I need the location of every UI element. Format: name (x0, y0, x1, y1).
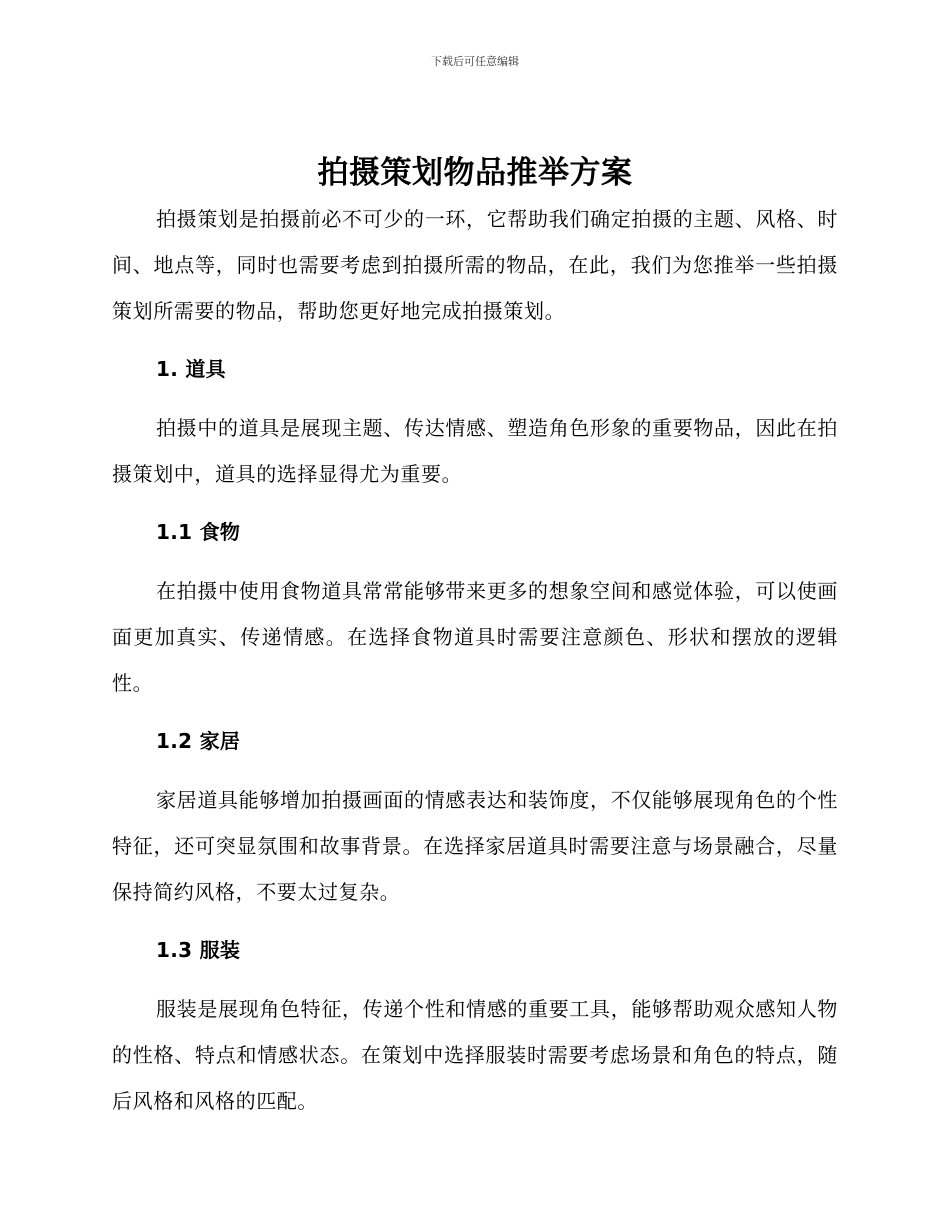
section-body-home: 家居道具能够增加拍摄画面的情感表达和装饰度，不仅能够展现角色的个性特征，还可突显氛围和故事背景。在选择家居道具时需要注意与场景融合，尽量保持简约风格，不要太过复杂。 (112, 788, 838, 904)
section-body-clothing: 服装是展现角色特征，传递个性和情感的重要工具，能够帮助观众感知人物的性格、特点和情感状态。在策划中选择服装时需要考虑场景和角色的特点，随后风格和风格的匹配。 (112, 997, 838, 1113)
header-note: 下载后可任意编辑 (431, 55, 519, 68)
section-body-props: 拍摄中的道具是展现主题、传达情感、塑造角色形象的重要物品，因此在拍摄策划中，道具的选择显得尤为重要。 (112, 416, 838, 486)
section-heading-clothing: 1.3 服装 (156, 938, 241, 962)
section-heading-home: 1.2 家居 (156, 729, 241, 753)
document-content (112, 150, 838, 1124)
document-title: 拍摄策划物品推举方案 (317, 155, 633, 191)
section-heading-props: 1. 道具 (156, 357, 226, 381)
intro-paragraph: 拍摄策划是拍摄前必不可少的一环，它帮助我们确定拍摄的主题、风格、时间、地点等，同时也需要考虑到拍摄所需的物品，在此，我们为您推举一些拍摄策划所需要的物品，帮助您更好地完成拍摄策划。 (112, 207, 838, 323)
section-body-food: 在拍摄中使用食物道具常常能够带来更多的想象空间和感觉体验，可以使画面更加真实、传递情感。在选择食物道具时需要注意颜色、形状和摆放的逻辑性。 (112, 579, 838, 695)
section-heading-food: 1.1 食物 (156, 520, 241, 544)
